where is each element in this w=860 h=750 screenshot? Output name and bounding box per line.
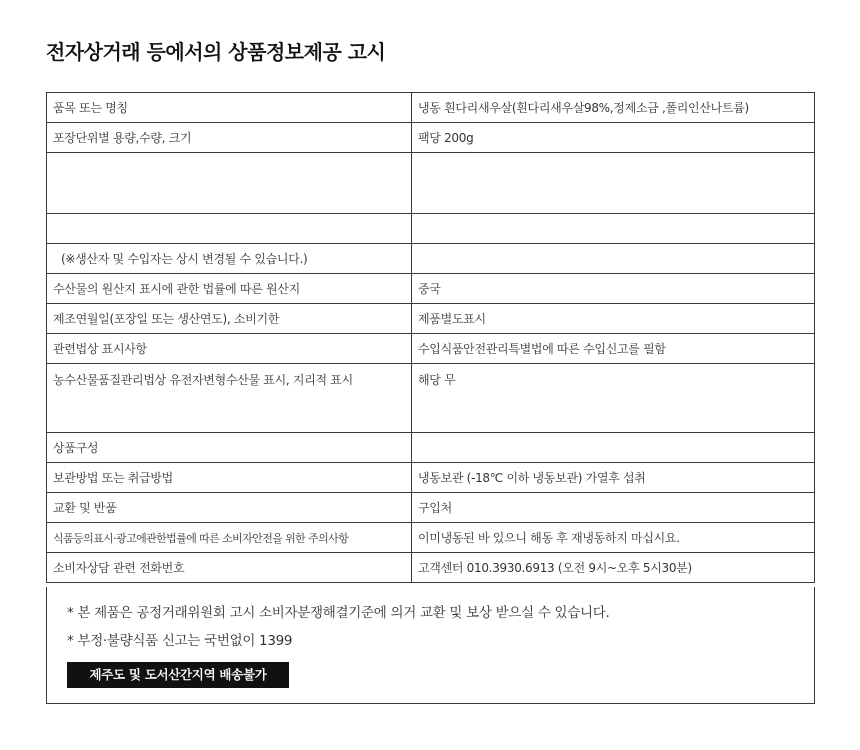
row-label: 식품등의표시·광고에관한법률에 따른 소비자안전을 위한 주의사항	[47, 523, 412, 553]
notice-box	[46, 587, 815, 704]
report-notice	[67, 629, 292, 649]
row-label: 포장단위별 용량,수량, 크기	[47, 123, 412, 153]
table-row	[47, 433, 815, 463]
row-label: (※생산자 및 수입자는 상시 변경될 수 있습니다.)	[47, 244, 412, 274]
table-row	[47, 123, 815, 153]
asterisk-bullet: *	[67, 605, 74, 621]
table-row	[47, 153, 815, 214]
table-row	[47, 364, 815, 433]
row-value: 수입식품안전관리특별법에 따른 수입신고를 필함	[412, 334, 815, 364]
row-label: 품목 또는 명칭	[47, 93, 412, 123]
row-label: 농수산물품질관리법상 유전자변형수산물 표시, 지리적 표시	[47, 364, 412, 433]
row-value: 팩당 200g	[412, 123, 815, 153]
row-value: 냉동보관 (-18℃ 이하 냉동보관) 가열후 섭취	[412, 463, 815, 493]
table-row	[47, 463, 815, 493]
row-label	[47, 214, 412, 244]
table-row	[47, 274, 815, 304]
product-info-table	[46, 92, 815, 583]
asterisk-bullet: *	[67, 633, 74, 649]
row-label: 소비자상담 관련 전화번호	[47, 553, 412, 583]
row-label: 교환 및 반품	[47, 493, 412, 523]
row-label: 수산물의 원산지 표시에 관한 법률에 따른 원산지	[47, 274, 412, 304]
row-label: 관련법상 표시사항	[47, 334, 412, 364]
table-row	[47, 93, 815, 123]
row-value: 냉동 흰다리새우살(흰다리새우살98%,정제소금 ,폴리인산나트륨)	[412, 93, 815, 123]
row-label: 보관방법 또는 취급방법	[47, 463, 412, 493]
row-label: 상품구성	[47, 433, 412, 463]
exchange-notice-text: 본 제품은 공정거래위원회 고시 소비자분쟁해결기준에 의거 교환 및 보상 받으실 수 있습니다.	[77, 605, 610, 621]
row-value	[412, 244, 815, 274]
row-value: 제품별도표시	[412, 304, 815, 334]
table-row	[47, 523, 815, 553]
row-value: 이미냉동된 바 있으니 해동 후 재냉동하지 마십시요.	[412, 523, 815, 553]
page-title: 전자상거래 등에서의 상품정보제공 고시	[46, 40, 386, 64]
table-row	[47, 304, 815, 334]
table-row	[47, 214, 815, 244]
table-row	[47, 553, 815, 583]
row-value: 중국	[412, 274, 815, 304]
row-value	[412, 153, 815, 214]
row-value	[412, 214, 815, 244]
table-row	[47, 244, 815, 274]
row-value	[412, 433, 815, 463]
row-value: 구입처	[412, 493, 815, 523]
row-label: 제조연월일(포장일 또는 생산연도), 소비기한	[47, 304, 412, 334]
shipping-restriction-badge: 제주도 및 도서산간지역 배송불가	[67, 662, 289, 688]
table-row	[47, 493, 815, 523]
table-row	[47, 334, 815, 364]
row-value: 고객센터 010.3930.6913 (오전 9시~오후 5시30분)	[412, 553, 815, 583]
report-notice-text: 부정·불량식품 신고는 국번없이 1399	[77, 633, 293, 649]
exchange-notice	[67, 601, 610, 621]
row-label	[47, 153, 412, 214]
row-value: 해당 무	[412, 364, 815, 433]
